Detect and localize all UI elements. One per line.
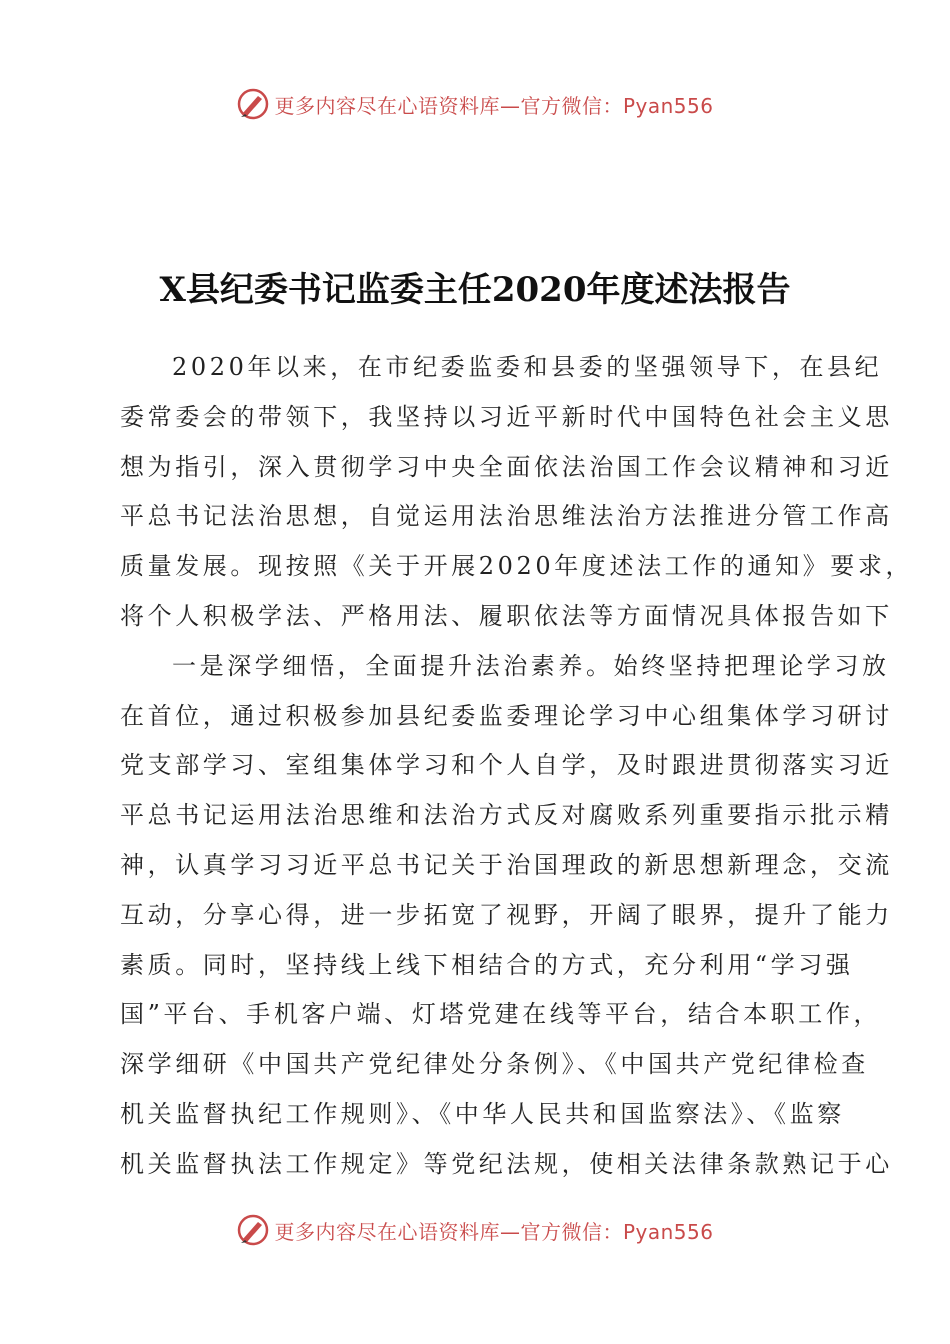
body-line: 素质。同时，坚持线上线下相结合的方式，充分利用“学习强 bbox=[120, 950, 854, 979]
watermark-text: 更多内容尽在心语资料库—官方微信：Pyan556 bbox=[274, 1219, 714, 1244]
body-line: 质量发展。现按照《关于开展2020年度述法工作的通知》要求， bbox=[120, 552, 914, 581]
body-line: 平总书记运用法治思维和法治方式反对腐败系列重要指示批示精 bbox=[120, 801, 893, 830]
body-line: 在首位，通过积极参加县纪委监委理论学习中心组集体学习研讨 bbox=[120, 701, 893, 730]
body-line: 互动，分享心得，进一步拓宽了视野，开阔了眼界，提升了能力 bbox=[120, 900, 893, 929]
body-line: 想为指引，深入贯彻学习中央全面依法治国工作会议精神和习近 bbox=[120, 452, 893, 481]
body-line: 机关监督执法工作规定》等党纪法规，使相关法律条款熟记于心 bbox=[120, 1149, 893, 1178]
document-title: X县纪委书记监委主任2020年度述法报告 bbox=[159, 270, 791, 310]
pen-logo-icon bbox=[236, 1213, 270, 1247]
document-body bbox=[120, 343, 914, 1190]
body-line: 神，认真学习习近平总书记关于治国理政的新思想新理念，交流 bbox=[120, 850, 893, 879]
footer-watermark bbox=[0, 1210, 950, 1250]
body-line: 2020年以来，在市纪委监委和县委的坚强领导下，在县纪 bbox=[172, 353, 883, 381]
body-line: 机关监督执纪工作规则》、《中华人民共和国监察法》、《监察 bbox=[120, 1099, 845, 1128]
body-line: 委常委会的带领下，我坚持以习近平新时代中国特色社会主义思 bbox=[120, 402, 893, 431]
body-line: 党支部学习、室组集体学习和个人自学，及时跟进贯彻落实习近 bbox=[120, 751, 893, 780]
header-watermark bbox=[0, 84, 950, 124]
body-line: 国”平台、手机客户端、灯塔党建在线等平台，结合本职工作， bbox=[120, 1000, 882, 1029]
body-line: 平总书记法治思想，自觉运用法治思维法治方法推进分管工作高 bbox=[120, 502, 893, 531]
watermark-text: 更多内容尽在心语资料库—官方微信：Pyan556 bbox=[274, 93, 714, 118]
body-line: 一是深学细悟，全面提升法治素养。始终坚持把理论学习放 bbox=[172, 651, 890, 680]
body-line: 深学细研《中国共产党纪律处分条例》、《中国共产党纪律检查 bbox=[120, 1050, 869, 1079]
pen-logo-icon bbox=[236, 87, 270, 121]
body-line: 将个人积极学法、严格用法、履职依法等方面情况具体报告如下 bbox=[120, 601, 893, 630]
